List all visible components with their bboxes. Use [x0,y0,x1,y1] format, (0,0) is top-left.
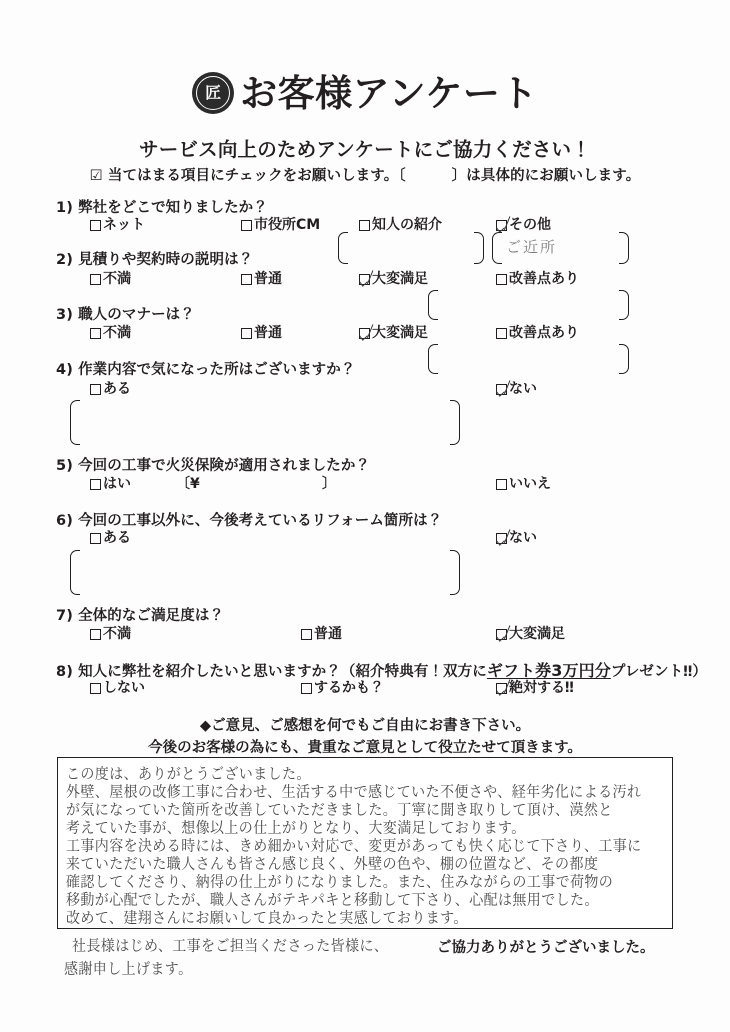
company-seal-logo [192,72,234,114]
comment-line: 外壁、屋根の改修工事に合わせ、生活する中で感じていた不便さや、経年劣化による汚れ [66,783,642,801]
checkbox-q7-very-satisfied[interactable] [496,629,507,640]
question-8-gift-emphasis: ギフト券3万円分 [486,661,611,680]
option-label: ある [103,381,131,397]
question-8-text [56,658,707,681]
option-label: ない [509,530,537,546]
checkbox-q3-dissatisfied[interactable] [90,328,101,339]
checkbox-q5-yes[interactable] [90,479,101,490]
checkbox-q2-dissatisfied[interactable] [90,274,101,285]
comment-textarea[interactable] [57,757,673,929]
q2-freetext-bracket[interactable] [428,290,629,320]
question-1-text: 1) 弊社をどこで知りましたか？ [56,200,268,216]
checkbox-q3-improvement[interactable] [496,328,507,339]
option-q8-definitely[interactable] [496,681,574,695]
checkbox-q5-no[interactable] [496,479,507,490]
checkbox-q4-no[interactable] [496,384,507,395]
checkbox-q1-referral[interactable] [359,220,370,231]
question-7-options [56,627,696,647]
question-2-text: 2) 見積りや契約時の説明は？ [56,252,254,268]
question-8-text-part1: 8) 知人に弊社を紹介したいと思いますか？（紹介特典有！双方に [56,664,487,680]
comment-line: 確認してくださり、納得の仕上がりになりました。また、住みながらの工事で荷物の [66,873,614,891]
checkbox-q3-very-satisfied[interactable] [359,328,370,339]
checkbox-q1-other[interactable] [496,220,507,231]
option-label: するかも？ [314,680,384,696]
checkbox-q1-net[interactable] [90,220,101,231]
instructions-text-before: ☑ 当てはまる項目にチェックをお願いします。〔 [89,168,406,184]
checkbox-q8-will-not[interactable] [90,683,101,694]
option-q7-normal[interactable] [301,627,342,641]
checkbox-q6-yes[interactable] [90,533,101,544]
checkbox-q8-definitely[interactable] [496,683,507,694]
footer-handwritten-line-2: 感謝申し上げます。 [64,960,193,978]
option-label: 絶対する‼ [509,680,574,696]
checkbox-q3-normal[interactable] [241,328,252,339]
checkbox-q6-no[interactable] [496,533,507,544]
question-8-text-part2: プレゼント‼） [610,664,708,680]
option-q3-normal[interactable] [241,326,282,340]
option-label: ネット [103,217,145,233]
option-q8-will-not[interactable] [90,681,145,695]
yen-amount-suffix: 〕 [322,476,336,492]
option-q8-maybe[interactable] [301,681,384,695]
option-q2-improvement[interactable] [496,272,579,286]
option-label: 市役所CM [254,217,321,233]
footer-handwritten-line-1: 社長様はじめ、工事をご担当くださった皆様に、 [72,937,389,955]
checkbox-q7-normal[interactable] [301,629,312,640]
option-q3-improvement[interactable] [496,326,579,340]
option-label: 大変満足 [509,626,565,642]
checkbox-q1-cityhall-cm[interactable] [241,220,252,231]
q5-amount-close [322,477,336,491]
option-q7-dissatisfied[interactable] [90,627,131,641]
subtitle-primary: サービス向上のためアンケートにご協力ください！ [139,138,591,161]
subtitle-instructions [0,164,730,185]
option-label: 不満 [103,626,131,642]
question-5-text: 5) 今回の工事で火災保険が適用されましたか？ [56,458,371,474]
option-q6-yes[interactable] [90,531,131,545]
option-q5-yes[interactable] [90,477,131,491]
q1-freetext-bracket-left[interactable] [338,232,484,264]
comment-line: が気になっていた箇所を改善していただきました。丁寧に聞き取りして頂け、漠然と [66,801,613,819]
question-4-options [56,382,696,402]
option-q1-other[interactable] [496,218,551,232]
comment-line: 移動が心配でしたが、職人さんがテキパキと移動して下さり、心配は無用でした。 [66,891,599,909]
option-q3-very-satisfied[interactable] [359,326,428,340]
option-q2-dissatisfied[interactable] [90,272,131,286]
comment-line: 考えていた事が、想像以上の仕上がりとなり、大変満足しております。 [66,819,526,837]
option-q1-net[interactable] [90,218,145,232]
page-header [0,72,730,114]
footer-printed-thanks: ご協力ありがとうございました。 [437,940,655,956]
option-label: 改善点あり [509,271,579,287]
q6-freetext-bracket[interactable] [70,550,460,595]
checkbox-q8-maybe[interactable] [301,683,312,694]
comment-section-heading: ◆ご意見、ご感想を何でもご自由にお書き下さい。 [199,718,531,734]
option-label: 大変満足 [372,271,428,287]
question-3-text: 3) 職人のマナーは？ [56,307,195,323]
option-q7-very-satisfied[interactable] [496,627,565,641]
option-q5-no[interactable] [496,477,551,491]
q1-handwritten-answer: ご近所 [506,238,558,256]
option-label: しない [103,680,145,696]
question-8-options [56,681,696,701]
option-label: 普通 [254,271,282,287]
checkbox-q2-normal[interactable] [241,274,252,285]
question-5-options [56,477,696,497]
question-2-options [56,272,696,292]
option-q2-very-satisfied[interactable] [359,272,428,286]
option-label: いいえ [509,476,551,492]
option-label: 不満 [103,271,131,287]
seal-kanji-text: 匠 [205,83,222,102]
checkbox-q4-yes[interactable] [90,384,101,395]
page-title: お客様アンケート [240,71,538,115]
option-label: 普通 [254,325,282,341]
question-4-text: 4) 作業内容で気になった所はございますか？ [56,362,356,378]
option-label: 普通 [314,626,342,642]
comment-line: 改めて、建翔さんにお願いして良かったと実感しております。 [66,909,468,927]
comment-line: 来ていただいた職人さんも皆さん感じ良く、外壁の色や、棚の位置など、その都度 [66,855,599,873]
option-q4-no[interactable] [496,382,537,396]
q5-amount-open [176,477,200,491]
question-7-text: 7) 全体的なご満足度は？ [56,608,225,624]
option-label: ある [103,530,131,546]
option-label: 大変満足 [372,325,428,341]
option-q4-yes[interactable] [90,382,131,396]
option-q1-referral[interactable] [359,218,442,232]
option-label: はい [103,476,131,492]
comment-line: この度は、ありがとうございました。 [66,765,311,783]
question-6-text: 6) 今回の工事以外に、今後考えているリフォーム箇所は？ [56,513,443,529]
option-label: 知人の紹介 [372,217,442,233]
checkbox-q2-very-satisfied[interactable] [359,274,370,285]
q4-freetext-bracket[interactable] [70,400,460,445]
checkbox-q7-dissatisfied[interactable] [90,629,101,640]
checkbox-q2-improvement[interactable] [496,274,507,285]
option-q1-cityhall-cm[interactable] [241,218,320,232]
option-label: ない [509,381,537,397]
question-6-options [56,531,696,551]
instructions-text-after: 〕は具体的にお願いします。 [451,168,641,184]
option-q3-dissatisfied[interactable] [90,326,131,340]
option-label: 不満 [103,325,131,341]
option-label: その他 [509,217,551,233]
option-q2-normal[interactable] [241,272,282,286]
option-q6-no[interactable] [496,531,537,545]
yen-amount-prefix: 〔¥ [176,476,200,492]
q3-freetext-bracket[interactable] [428,344,629,374]
question-3-options [56,326,696,346]
comment-line: 工事内容を決める時には、きめ細かい対応で、変更があっても快く応じて下さり、工事に [66,837,642,855]
option-label: 改善点あり [509,325,579,341]
comment-section-subheading: 今後のお客様の為にも、貴重なご意見として役立たせて頂きます。 [148,740,582,756]
